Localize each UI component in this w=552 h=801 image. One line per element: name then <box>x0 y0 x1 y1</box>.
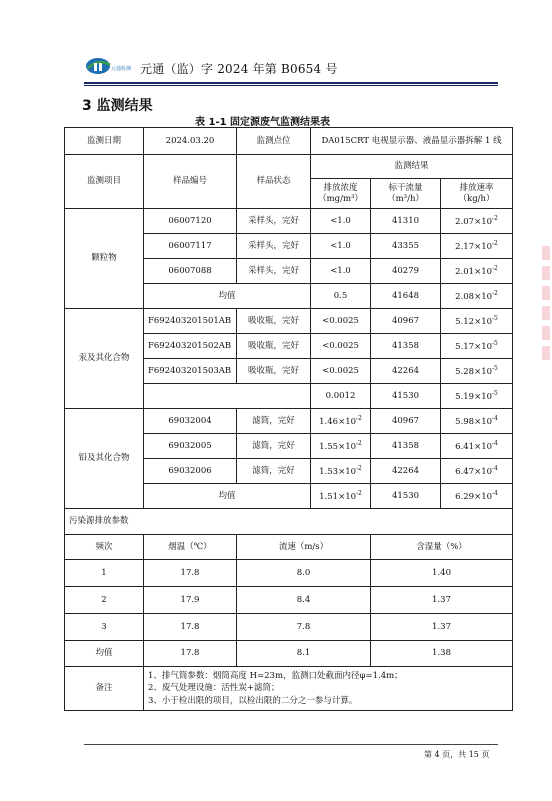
conc-cell: 0.5 <box>311 284 371 309</box>
sample-no: F692403201501AB <box>144 309 237 334</box>
params-header-freq: 频次 <box>65 535 144 560</box>
header-rule <box>84 82 498 84</box>
sample-state: 滤筒，完好 <box>237 459 311 484</box>
table-row <box>65 614 513 641</box>
table-row <box>65 667 513 711</box>
flow-cell: 42264 <box>371 459 441 484</box>
point-value: DA015CRT 电视显示器、液晶显示器拆解 1 线 <box>311 128 513 155</box>
avg-label: 均值 <box>144 284 311 309</box>
rate-exp: -2 <box>492 289 498 297</box>
params-temp: 17.8 <box>144 560 237 587</box>
conc-cell: <0.0025 <box>311 309 371 334</box>
sample-no: 69032006 <box>144 459 237 484</box>
date-label: 监测日期 <box>65 128 144 155</box>
params-header-temp: 烟温（℃） <box>144 535 237 560</box>
table-row <box>65 309 513 334</box>
conc-cell <box>311 484 371 509</box>
rate-exp: -2 <box>492 239 498 247</box>
params-speed: 7.8 <box>237 614 371 641</box>
col-flow-unit: （m³/h） <box>387 193 424 204</box>
rate-cell <box>441 434 513 459</box>
table-row <box>65 560 513 587</box>
flow-cell: 41358 <box>371 434 441 459</box>
conc-cell <box>311 459 371 484</box>
rate-cell <box>441 384 513 409</box>
rate-exp: -5 <box>492 389 498 397</box>
rate-cell <box>441 259 513 284</box>
rate-cell <box>441 234 513 259</box>
remarks-content <box>144 667 513 711</box>
footer-rule <box>84 744 498 745</box>
rate-exp: -2 <box>492 214 498 222</box>
conc-cell: 0.0012 <box>311 384 371 409</box>
rate-cell <box>441 409 513 434</box>
rate-base: 6.41×10 <box>455 441 493 452</box>
flow-cell: 41530 <box>371 384 441 409</box>
conc-cell: <1.0 <box>311 259 371 284</box>
table-row <box>65 535 513 560</box>
rate-base: 2.01×10 <box>455 266 493 277</box>
table-row <box>65 128 513 155</box>
seal-stamp-edge <box>540 240 552 380</box>
remarks-label: 备注 <box>65 667 144 711</box>
sample-state: 吸收瓶，完好 <box>237 359 311 384</box>
rate-base: 6.29×10 <box>455 491 493 502</box>
rate-base: 5.12×10 <box>455 316 493 327</box>
params-speed: 8.1 <box>237 641 371 667</box>
rate-exp: -4 <box>492 464 498 472</box>
table-row <box>65 641 513 667</box>
conc-base: 1.46×10 <box>319 416 357 427</box>
rate-base: 2.08×10 <box>455 291 493 302</box>
flow-cell: 42264 <box>371 359 441 384</box>
params-moisture: 1.37 <box>371 587 513 614</box>
col-rate-unit: （kg/h） <box>458 193 495 204</box>
rate-base: 5.19×10 <box>455 391 493 402</box>
group-name: 颗粒物 <box>65 209 144 309</box>
flow-cell: 41530 <box>371 484 441 509</box>
params-moisture: 1.40 <box>371 560 513 587</box>
rate-cell <box>441 284 513 309</box>
sample-state: 采样头，完好 <box>237 259 311 284</box>
params-freq: 3 <box>65 614 144 641</box>
flow-cell: 43355 <box>371 234 441 259</box>
conc-cell: <0.0025 <box>311 359 371 384</box>
table-row <box>65 409 513 434</box>
flow-cell: 41648 <box>371 284 441 309</box>
params-freq: 1 <box>65 560 144 587</box>
params-temp: 17.9 <box>144 587 237 614</box>
section-title: 3 监测结果 <box>82 98 153 114</box>
rate-exp: -5 <box>492 364 498 372</box>
sample-no-label: 样品编号 <box>144 155 237 209</box>
table-row <box>65 209 513 234</box>
rate-cell <box>441 334 513 359</box>
sample-no: F692403201502AB <box>144 334 237 359</box>
params-speed: 8.0 <box>237 560 371 587</box>
flow-cell: 40967 <box>371 409 441 434</box>
rate-exp: -4 <box>492 489 498 497</box>
rate-cell <box>441 209 513 234</box>
item-label: 监测项目 <box>65 155 144 209</box>
table-row <box>65 155 513 179</box>
rate-cell <box>441 459 513 484</box>
sample-no: 69032004 <box>144 409 237 434</box>
flow-cell: 41310 <box>371 209 441 234</box>
avg-label-empty <box>144 384 311 409</box>
col-conc-unit: （mg/m³） <box>318 193 363 204</box>
conc-exp: -2 <box>356 489 362 497</box>
sample-no: 06007088 <box>144 259 237 284</box>
sample-no: 69032005 <box>144 434 237 459</box>
col-conc-label: 排放浓度 <box>323 183 358 194</box>
flow-cell: 40967 <box>371 309 441 334</box>
conc-cell: <1.0 <box>311 209 371 234</box>
group-name: 汞及其化合物 <box>65 309 144 409</box>
params-moisture: 1.38 <box>371 641 513 667</box>
col-flow-header <box>371 179 441 209</box>
sample-no: 06007117 <box>144 234 237 259</box>
rate-cell <box>441 309 513 334</box>
conc-cell <box>311 434 371 459</box>
header-rule-thin <box>84 85 498 86</box>
flow-cell: 41358 <box>371 334 441 359</box>
col-conc-header <box>311 179 371 209</box>
rate-base: 6.47×10 <box>455 466 493 477</box>
col-rate-header <box>441 179 513 209</box>
rate-exp: -5 <box>492 339 498 347</box>
conc-exp: -2 <box>356 414 362 422</box>
page-number: 第 4 页，共 15 页 <box>424 750 490 759</box>
sample-no: F692403201503AB <box>144 359 237 384</box>
rate-base: 5.17×10 <box>455 341 493 352</box>
params-speed: 8.4 <box>237 587 371 614</box>
rate-exp: -4 <box>492 439 498 447</box>
group-name: 铅及其化合物 <box>65 409 144 509</box>
rate-exp: -2 <box>492 264 498 272</box>
params-temp: 17.8 <box>144 614 237 641</box>
rate-base: 2.07×10 <box>455 216 493 227</box>
sample-state: 滤筒，完好 <box>237 409 311 434</box>
params-freq: 均值 <box>65 641 144 667</box>
remark-line: 1、排气筒参数：烟筒高度 H=23m，监测口处截面内径φ=1.4m； <box>148 671 403 682</box>
params-header-moisture: 含湿量（%） <box>371 535 513 560</box>
params-temp: 17.8 <box>144 641 237 667</box>
result-label: 监测结果 <box>311 155 513 179</box>
remark-line: 2、废气处理设施：活性炭+滤筒； <box>148 683 280 694</box>
rate-base: 2.17×10 <box>455 241 493 252</box>
col-rate-label: 排放速率 <box>459 183 494 194</box>
sample-state: 采样头，完好 <box>237 209 311 234</box>
flow-cell: 40279 <box>371 259 441 284</box>
sample-state: 吸收瓶，完好 <box>237 309 311 334</box>
conc-cell: <0.0025 <box>311 334 371 359</box>
company-logo <box>84 56 132 78</box>
conc-base: 1.51×10 <box>319 491 357 502</box>
params-moisture: 1.37 <box>371 614 513 641</box>
avg-label: 均值 <box>144 484 311 509</box>
logo-text: 元通检测 <box>111 66 132 72</box>
remark-line: 3、小于检出限的项目，以检出限的二分之一参与计算。 <box>148 695 358 706</box>
table-row <box>65 509 513 535</box>
conc-exp: -2 <box>356 439 362 447</box>
rate-cell <box>441 484 513 509</box>
col-flow-label: 标干流量 <box>388 183 423 194</box>
table-row <box>65 587 513 614</box>
params-header-speed: 流速（m/s） <box>237 535 371 560</box>
sample-state: 吸收瓶，完好 <box>237 334 311 359</box>
table-caption: 表 1-1 固定源废气监测结果表 <box>195 117 331 128</box>
rate-cell <box>441 359 513 384</box>
params-freq: 2 <box>65 587 144 614</box>
conc-base: 1.53×10 <box>319 466 357 477</box>
rate-base: 5.28×10 <box>455 366 493 377</box>
conc-cell: <1.0 <box>311 234 371 259</box>
conc-base: 1.55×10 <box>319 441 357 452</box>
rate-base: 5.98×10 <box>455 416 493 427</box>
document-header <box>84 56 498 82</box>
params-title: 污染源排放参数 <box>65 509 513 535</box>
sample-no: 06007120 <box>144 209 237 234</box>
date-value: 2024.03.20 <box>144 128 237 155</box>
conc-cell <box>311 409 371 434</box>
rate-exp: -4 <box>492 414 498 422</box>
rate-exp: -5 <box>492 314 498 322</box>
sample-state-label: 样品状态 <box>237 155 311 209</box>
point-label: 监测点位 <box>237 128 311 155</box>
sample-state: 滤筒，完好 <box>237 434 311 459</box>
report-number: 元通（监）字 2024 年第 B0654 号 <box>140 62 338 76</box>
exhaust-gas-results-table <box>64 127 513 711</box>
sample-state: 采样头，完好 <box>237 234 311 259</box>
conc-exp: -2 <box>356 464 362 472</box>
